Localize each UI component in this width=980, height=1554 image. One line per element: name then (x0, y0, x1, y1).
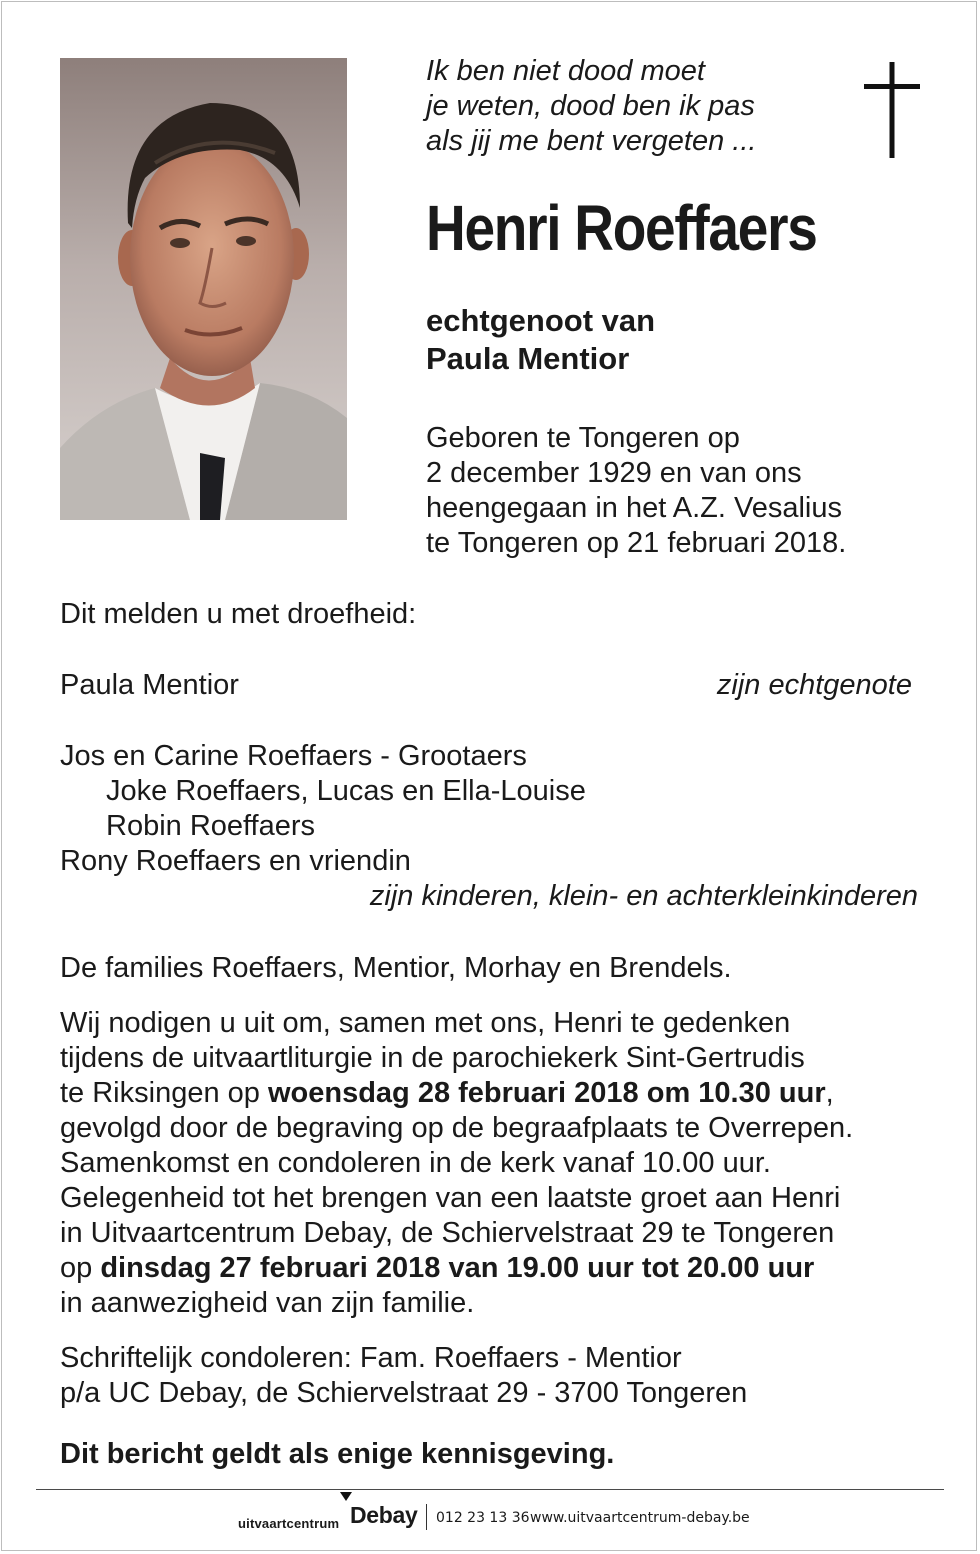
spouse-name: Paula Mentior (426, 341, 630, 376)
mourner-line: Joke Roeffaers, Lucas en Ella-Louise (106, 775, 586, 807)
announce-text: Dit melden u met droefheid: (60, 598, 417, 630)
children-role: zijn kinderen, klein- en achterkleinkinderen (369, 880, 918, 912)
notice-text: Dit bericht geldt als enige kennisgeving. (60, 1438, 615, 1470)
condolence-address: p/a UC Debay, de Schiervelstraat 29 - 3700 Tongeren (60, 1377, 748, 1409)
mourner-line: Rony Roeffaers en vriendin (60, 845, 411, 877)
cross-icon (862, 62, 924, 165)
mourner-wife: Paula Mentior (60, 669, 239, 701)
brand-name: Debay (350, 1502, 418, 1528)
mourner-line: Robin Roeffaers (106, 810, 316, 842)
birth-line: heengegaan in het A.Z. Vesalius (426, 492, 842, 524)
memorial-quote (426, 54, 826, 159)
quote-line: je weten, dood ben ik pas (426, 90, 755, 122)
families-line: De families Roeffaers, Mentior, Morhay en Brendels. (60, 952, 732, 984)
invite-line (60, 1076, 940, 1111)
invite-text: op (60, 1252, 101, 1284)
deceased-name: Henri Roeffaers (426, 192, 817, 264)
mourner-wife-role: zijn echtgenote (716, 669, 912, 701)
spouse-block (426, 302, 655, 378)
invite-text: te Riksingen op (60, 1077, 268, 1109)
birth-line: Geboren te Tongeren op (426, 422, 740, 454)
birth-line: te Tongeren op 21 februari 2018. (426, 527, 847, 559)
footer (0, 1500, 980, 1540)
invite-line: Gelegenheid tot het brengen van een laatste groet aan Henri (60, 1182, 841, 1214)
invite-line: in aanwezigheid van zijn familie. (60, 1287, 475, 1319)
mourner-line: Jos en Carine Roeffaers - Grootaers (60, 740, 527, 772)
footer-separator (426, 1504, 427, 1530)
birth-death-info (426, 421, 846, 561)
condolence-line: Schriftelijk condoleren: Fam. Roeffaers - Mentior (60, 1342, 682, 1374)
brand-small-text: uitvaartcentrum (238, 1516, 340, 1531)
birth-line: 2 december 1929 en van ons (426, 457, 802, 489)
funeral-invitation (60, 1006, 940, 1321)
invite-line: Samenkomst en condoleren in de kerk vanaf 10.00 uur. (60, 1147, 771, 1179)
invite-line: tijdens de uitvaartliturgie in de parochiekerk Sint-Gertrudis (60, 1042, 805, 1074)
invite-line (60, 1251, 940, 1286)
quote-line: als jij me bent vergeten ... (426, 125, 757, 157)
visitation-datetime: dinsdag 27 februari 2018 van 19.00 uur tot 20.00 uur (100, 1252, 815, 1284)
portrait-photo (60, 58, 347, 520)
footer-website-link[interactable]: www.uitvaartcentrum-debay.be (530, 1510, 750, 1526)
funeral-datetime: woensdag 28 februari 2018 om 10.30 uur (267, 1077, 826, 1109)
invite-line: gevolgd door de begraving op de begraafplaats te Overrepen. (60, 1112, 854, 1144)
invite-line: Wij nodigen u uit om, samen met ons, Henri te gedenken (60, 1007, 791, 1039)
brand-triangle-icon (340, 1492, 352, 1501)
footer-phone: 012 23 13 36 (436, 1510, 530, 1526)
invite-text: , (825, 1077, 834, 1109)
quote-line: Ik ben niet dood moet (426, 55, 705, 87)
footer-divider (36, 1489, 944, 1490)
spouse-relation: echtgenoot van (426, 303, 656, 338)
invite-line: in Uitvaartcentrum Debay, de Schiervelstraat 29 te Tongeren (60, 1217, 835, 1249)
